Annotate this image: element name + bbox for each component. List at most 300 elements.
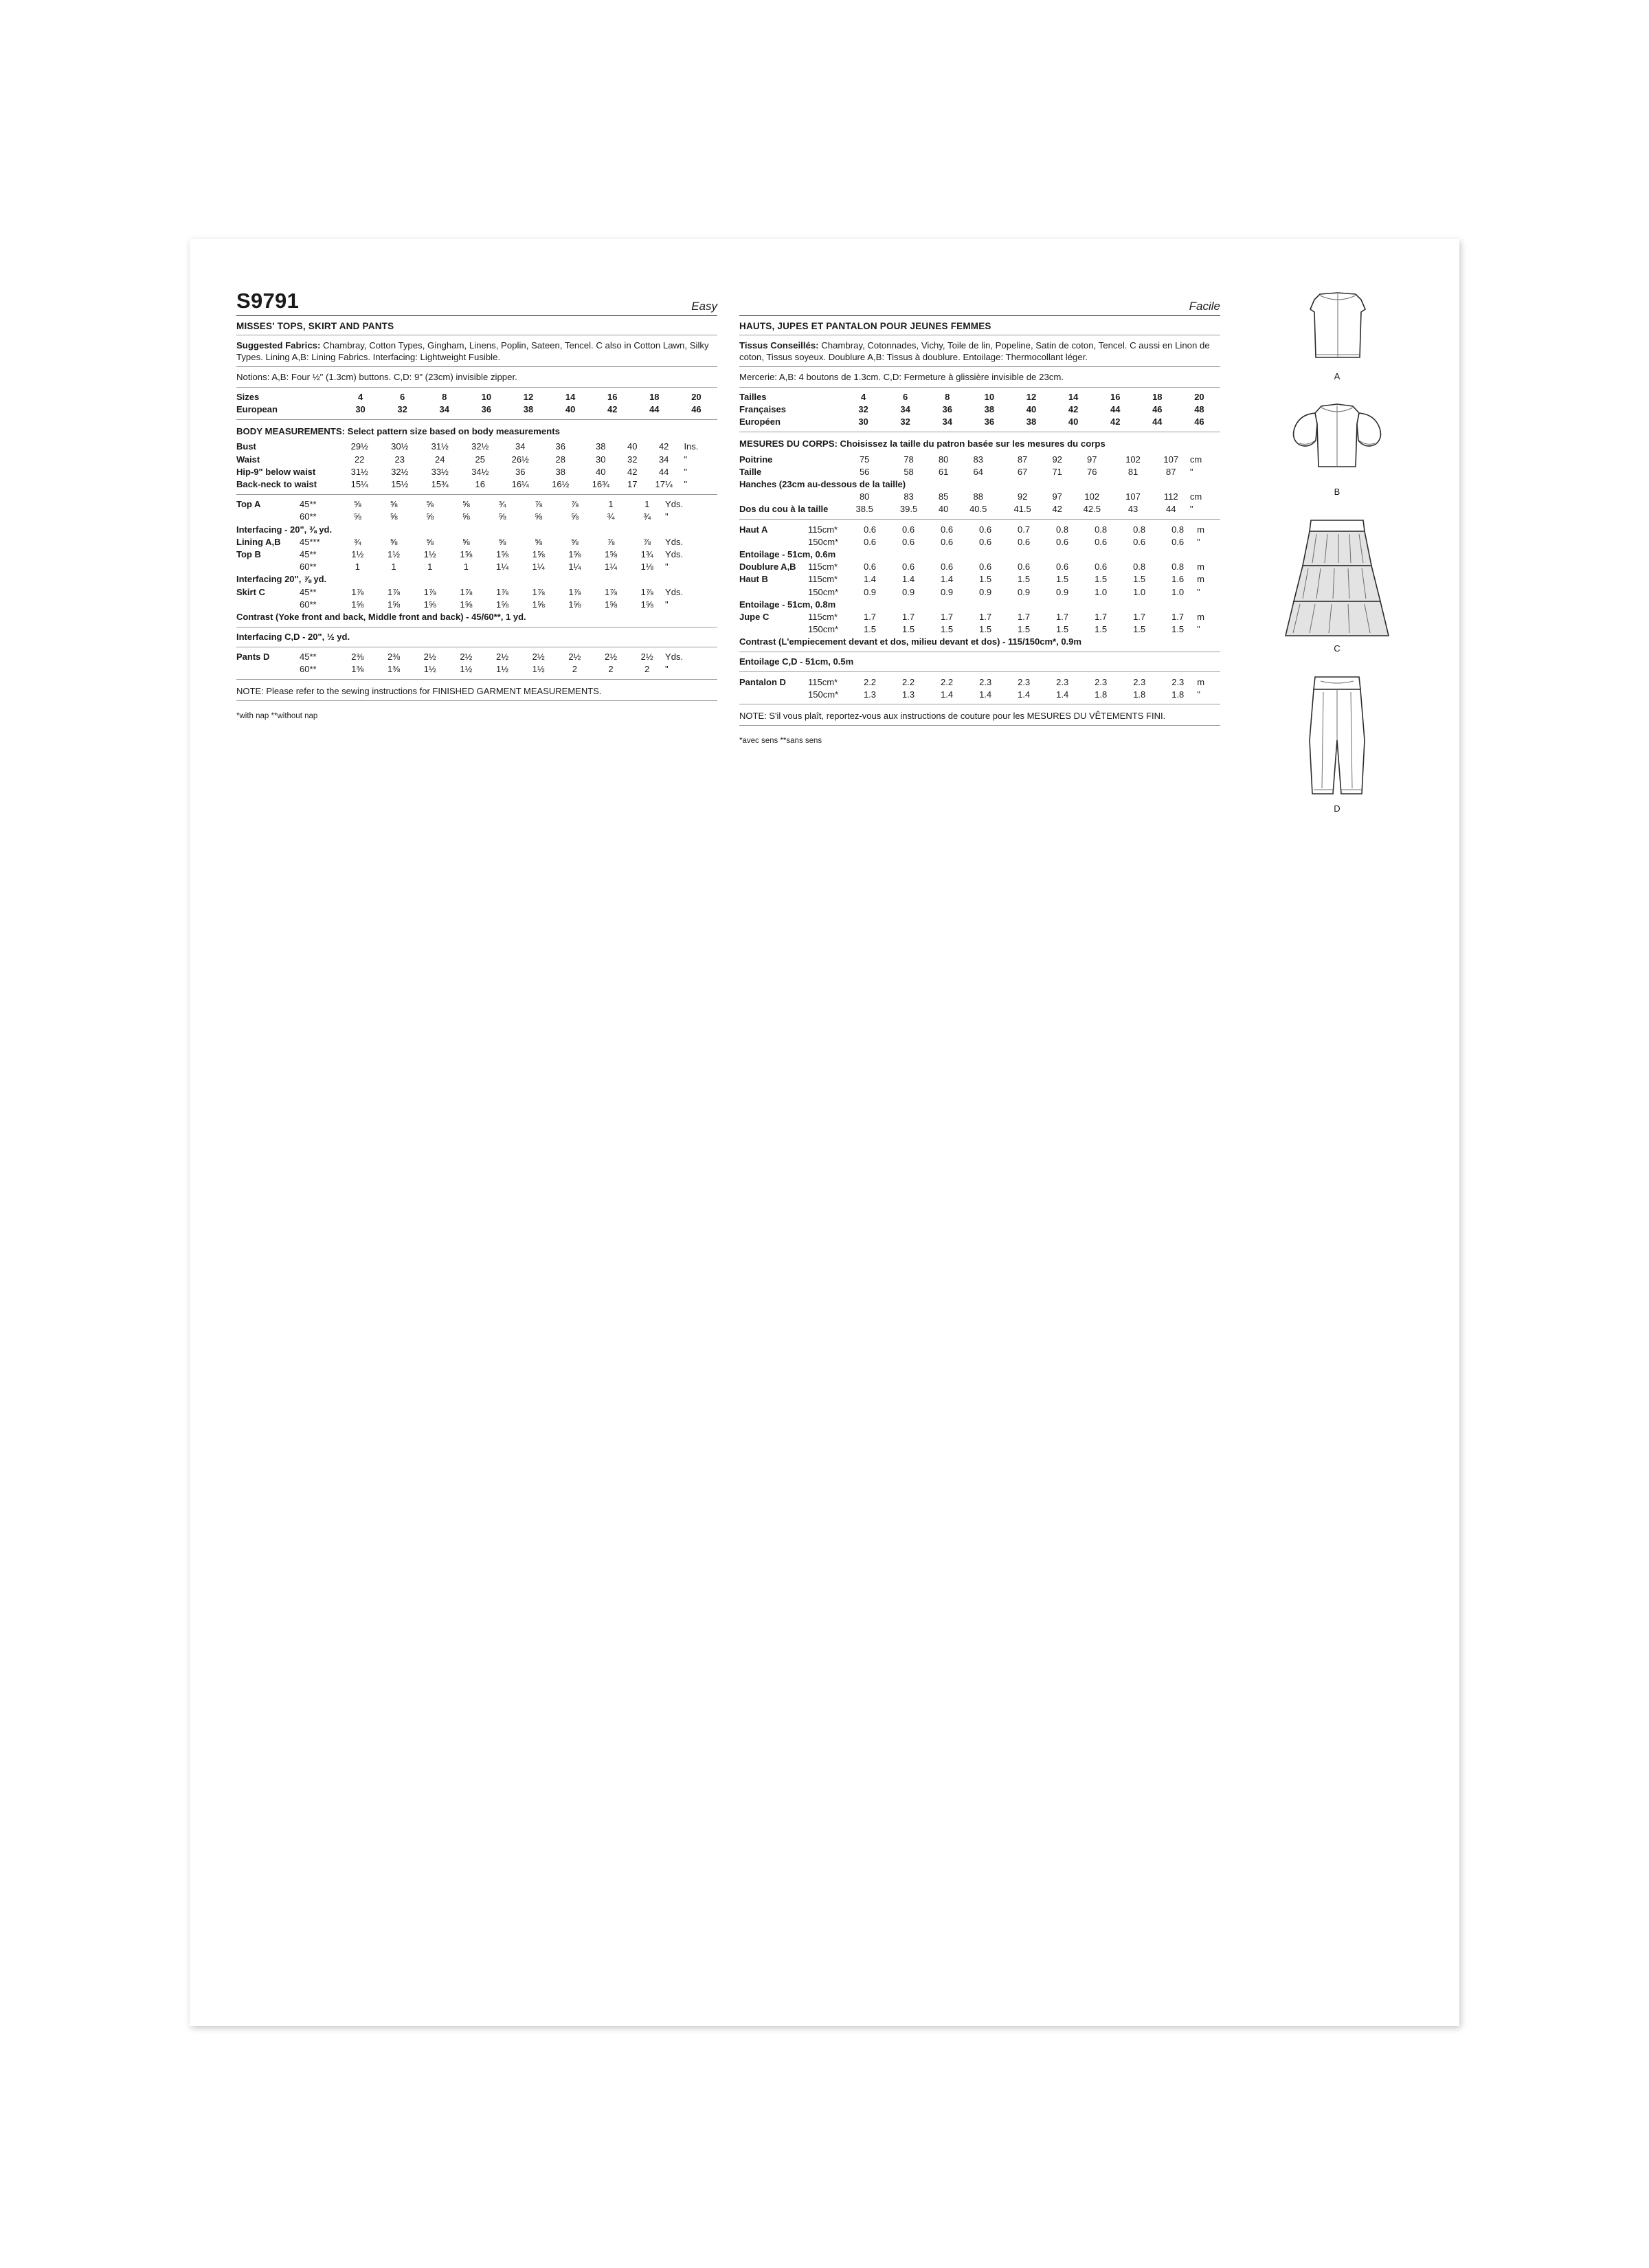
yardage-cell: 0.8 [1056,524,1069,535]
yardage-cell: 1½ [423,548,436,559]
row-label: Poitrine [739,454,773,465]
divider [236,679,717,680]
top-a-illustration [1248,289,1426,381]
measure-cell: 71 [1052,466,1062,477]
unit-cell: " [684,466,688,477]
table-row [739,573,1220,586]
yardage-table-fr-3 [739,676,1220,700]
unit-cell: Ins. [684,441,699,452]
yardage-cell: ⅝ [390,499,398,510]
fabric-width: 45** [300,586,317,597]
figure-label-d: D [1334,803,1340,814]
yardage-cell: 1⅝ [640,599,653,610]
table-row [739,491,1220,503]
measure-cell: 25 [475,454,485,465]
yardage-cell: 0.9 [979,586,992,597]
yardage-cell: 1.7 [941,611,954,622]
sizes-label-fr: Tailles [739,392,767,403]
yardage-cell: 1½ [387,548,401,559]
divider [236,494,717,495]
fabric-width: 150cm* [808,624,839,635]
yardage-cell: ⅝ [570,511,579,522]
yardage-cell: 1.4 [979,689,992,700]
unit-cell: " [1197,689,1200,700]
table-row [236,391,717,403]
yardage-cell: 1.8 [1095,689,1108,700]
garment-label: Top A [236,499,261,510]
yardage-cell: 1½ [351,548,364,559]
yardage-cell: 0.8 [1171,562,1185,572]
garment-label: Lining A,B [236,536,281,547]
yardage-cell: 1.5 [1095,624,1108,635]
yardage-cell: 1.4 [941,574,954,585]
measure-cell: 15¼ [350,479,368,490]
unit-cell: m [1197,524,1204,535]
yardage-cell: 1.4 [1056,689,1069,700]
yardage-cell: 2½ [568,652,581,663]
size-cell: 44 [1152,416,1163,427]
notions-fr: Mercerie: A,B: 4 boutons de 1.3cm. C,D: Fermeture à glissière invisible de 23cm. [739,372,1064,382]
yardage-cell: 1.7 [1018,611,1031,622]
measure-cell: 92 [1052,454,1062,465]
yardage-cell: 1⅝ [605,548,618,559]
top-b-illustration [1248,399,1426,497]
measure-cell: 31½ [431,441,449,452]
measure-cell: 81 [1128,466,1138,477]
yardage-cell: 1.5 [1018,574,1031,585]
measure-cell: 16¼ [511,479,529,490]
table-row [739,656,1220,668]
pants-d-drawing [1275,671,1399,802]
table-row [739,403,1220,416]
yardage-cell: 1.4 [901,574,915,585]
yardage-cell: 0.6 [1056,562,1069,572]
yardage-cell: 0.8 [1133,562,1146,572]
table-row [236,610,717,623]
table-row [739,453,1220,465]
table-row [739,610,1220,623]
yardage-cell: 1⅝ [568,599,581,610]
yardage-cell: 1.7 [1171,611,1185,622]
yardage-cell: 0.6 [1095,562,1108,572]
measure-cell: 87 [1166,466,1176,477]
table-row [739,523,1220,535]
unit-cell: " [1197,624,1200,635]
yardage-cell: ⅞ [570,499,579,510]
table-row [739,548,1220,560]
unit-cell: " [684,454,688,465]
yardage-cell: 2½ [495,652,509,663]
yardage-cell: 0.6 [941,524,954,535]
body-measurements-table-fr [739,453,1220,515]
yardage-cell: 0.9 [1056,586,1069,597]
garment-label: Pantalon D [739,676,786,687]
figure-label-b: B [1334,487,1340,497]
measure-cell: 102 [1125,454,1141,465]
measure-cell: 32½ [471,441,489,452]
yardage-cell: 0.8 [1095,524,1108,535]
yardage-cell: ⅝ [353,499,361,510]
size-cell: 40 [565,404,576,415]
europeen-label: Européen [739,416,781,427]
yardage-cell: 0.6 [863,536,877,547]
measure-cell: 32 [627,454,638,465]
size-cell: 16 [607,392,618,403]
yardage-cell: 1.5 [979,574,992,585]
yardage-cell: ¾ [353,536,361,547]
suggested-fabrics-fr [739,340,1220,363]
yardage-cell: 1.3 [863,689,877,700]
yardage-cell: 2.3 [1056,676,1069,687]
nap-footnote-fr: *avec sens **sans sens [739,737,822,746]
finished-measurements-note: NOTE: Please refer to the sewing instructions for FINISHED GARMENT MEASUREMENTS. [236,686,602,697]
divider [739,671,1220,672]
finished-measurements-note-fr: NOTE: S'il vous plaît, reportez-vous aux instructions de couture pour les MESURES DU VÊTEMENTS FINI. [739,711,1166,722]
yardage-cell: 1¼ [495,562,509,572]
unit-cell: m [1197,562,1204,572]
table-row [739,503,1220,515]
yardage-cell: 1.0 [1133,586,1146,597]
yardage-cell: 1.7 [1133,611,1146,622]
garment-label [739,688,808,700]
size-cell: 42 [607,404,618,415]
size-cell: 10 [481,392,492,403]
table-row [739,623,1220,636]
yardage-cell: 0.9 [863,586,877,597]
measure-cell: 28 [555,454,565,465]
yardage-cell: 1½ [423,664,436,675]
yardage-cell: ⅝ [498,511,506,522]
size-cell: 38 [1026,416,1037,427]
yardage-cell: 2½ [640,652,653,663]
size-cell: 4 [357,392,363,403]
size-cell: 42 [1068,404,1079,415]
yardage-cell: 2.3 [1133,676,1146,687]
difficulty-label-fr: Facile [1189,300,1220,313]
yardage-cell: 1.5 [941,624,954,635]
measure-cell: 80 [859,491,870,502]
measure-cell: 97 [1087,454,1097,465]
size-cell: 6 [400,392,405,403]
measure-cell: 44 [1166,504,1176,515]
measure-cell: 83 [973,454,983,465]
garment-label: Doublure A,B [739,562,796,572]
table-row [739,676,1220,688]
fabric-width: 115cm* [808,574,838,585]
unit-cell: m [1197,676,1205,687]
yardage-cell: ¾ [607,511,615,522]
measure-cell: 107 [1163,454,1179,465]
size-cell: 8 [442,392,447,403]
size-cell: 46 [1152,404,1163,415]
yardage-cell: 1.7 [1095,611,1108,622]
yardage-cell: 0.6 [901,536,915,547]
yardage-cell: 1⅝ [532,548,545,559]
yardage-cell: 1¼ [605,562,618,572]
yardage-cell: 1 [391,562,396,572]
yardage-cell: 1.6 [1171,574,1185,585]
measure-cell: 85 [938,491,949,502]
yardage-cell: 0.7 [1018,524,1031,535]
contrast-note: Contrast (Yoke front and back, Middle front and back) - 45/60**, 1 yd. [236,611,526,622]
fabric-width: 115cm* [808,611,838,622]
fabric-width: 150cm* [808,689,839,700]
fabric-width: 60** [300,599,317,610]
measure-cell: 30 [596,454,606,465]
garment-label: Skirt C [236,586,265,597]
suggested-fabrics-text-fr: Chambray, Cotonnades, Vichy, Toile de lin, Popeline, Satin de coton, Tencel. C aussi en Linon de coton, Tissus soyeux. Doublure A,B: Tissus à doublure. Entoilage: Thermocollant léger. [739,340,1210,362]
size-cell: 36 [942,404,952,415]
measure-cell: 67 [1017,466,1028,477]
size-cell: 4 [860,392,866,403]
table-row [236,663,717,676]
yardage-cell: 2.3 [1018,676,1031,687]
yardage-cell: 1⅝ [532,599,545,610]
measure-cell: 34 [515,441,526,452]
suggested-fabrics-label-fr: Tissus Conseillés: [739,340,819,351]
fabric-width: 60** [300,511,317,522]
yardage-cell: ⅝ [535,536,543,547]
measure-cell: 16¾ [592,479,609,490]
table-row [236,478,717,490]
size-cell: 32 [900,416,910,427]
fabric-width: 45*** [300,536,320,547]
garment-label: Pants D [236,652,270,663]
yardage-cell: 0.9 [941,586,954,597]
yardage-cell: 0.6 [901,524,915,535]
yardage-cell: 1.3 [902,689,915,700]
row-label: Waist [236,454,260,465]
measure-cell: 58 [904,466,914,477]
size-cell: 38 [984,404,995,415]
unit-cell: Yds. [665,548,684,559]
yardage-cell: 1.7 [979,611,992,622]
measure-cell: 76 [1087,466,1097,477]
body-measurements-table [236,441,717,491]
suggested-fabrics-text: Chambray, Cotton Types, Gingham, Linens, Poplin, Sateen, Tencel. C also in Cotton Lawn, Silky Types. Lining A,B: Lining Fabrics. Interfacing: Lightweight Fusible. [236,340,709,362]
unit-cell: cm [1189,491,1202,502]
garment-label [739,586,808,598]
size-cell: 14 [1068,392,1079,403]
suggested-fabrics [236,340,717,363]
sizes-label: Sizes [236,392,260,403]
line-drawings [1248,289,1426,814]
size-cell: 10 [984,392,995,403]
size-cell: 46 [691,404,702,415]
measure-cell: 24 [435,454,445,465]
size-cell: 48 [1194,404,1204,415]
size-cell: 18 [1152,392,1163,403]
garment-label: Haut B [739,574,768,585]
table-row [739,391,1220,403]
size-cell: 34 [942,416,952,427]
divider [739,725,1220,726]
unit-cell: Yds. [665,586,684,597]
measure-cell: 38 [596,441,606,452]
table-row [739,586,1220,598]
measure-cell: 64 [973,466,983,477]
unit-cell: " [1197,586,1200,597]
unit-cell: m [1197,574,1204,585]
unit-cell: " [665,511,669,522]
measure-cell: 42 [1052,504,1062,515]
yardage-cell: 0.6 [863,524,877,535]
size-cell: 20 [1194,392,1204,403]
measure-cell: 40 [596,466,606,477]
yardage-cell: 2⅜ [387,652,401,663]
yardage-cell: 0.8 [1133,524,1146,535]
yardage-cell: 2⅜ [351,652,364,663]
unit-cell: m [1197,611,1204,622]
skirt-c-drawing [1268,515,1406,642]
french-column [739,289,1220,745]
yardage-cell: ⅝ [426,499,434,510]
fabric-width: 45** [300,548,317,559]
pants-d-illustration [1248,671,1426,814]
measure-cell: 102 [1084,491,1100,502]
yardage-cell: 0.6 [1171,536,1185,547]
yardage-cell: 1½ [460,664,473,675]
yardage-cell: ¾ [498,499,506,510]
table-row [236,651,717,663]
body-measurements-heading-fr: MESURES DU CORPS: Choisissez la taille du patron basée sur les mesures du corps [739,438,1106,449]
contrast-note: Contrast (L'empiecement devant et dos, milieu devant et dos) - 115/150cm*, 0.9m [739,636,1081,647]
fabric-width: 60** [300,562,317,572]
fabric-width: 150cm* [808,586,839,597]
yardage-cell: 1⅝ [568,548,581,559]
yardage-cell: ⅝ [570,536,579,547]
measure-cell: 26½ [511,454,529,465]
size-cell: 44 [649,404,660,415]
garment-label: Top B [236,548,261,559]
pattern-envelope-back [190,239,1459,2026]
yardage-cell: 1⅜ [351,664,364,675]
yardage-cell: 1⅞ [640,586,653,597]
divider [236,419,717,420]
yardage-cell: 1¾ [640,548,653,559]
yardage-cell: 2.3 [979,676,992,687]
measure-cell: 39.5 [899,504,918,515]
measure-cell: 92 [1017,491,1028,502]
measure-cell: 44 [658,466,669,477]
yardage-cell: 0.6 [1018,536,1031,547]
size-cell: 40 [1026,404,1037,415]
yardage-cell: 1¼ [532,562,545,572]
measure-cell: 36 [515,466,526,477]
interfacing-note: Entoilage C,D - 51cm, 0.5m [739,656,854,667]
table-row [236,631,717,643]
yardage-cell: ⅞ [535,499,543,510]
yardage-cell: 0.6 [941,536,954,547]
yardage-cell: 1⅞ [351,586,364,597]
yardage-table-fr [739,523,1220,648]
yardage-table-3 [236,651,717,676]
size-table [236,391,717,416]
measure-cell: 17 [627,479,638,490]
yardage-cell: ⅝ [353,511,361,522]
measure-cell: 75 [859,454,870,465]
measure-cell: 87 [1017,454,1028,465]
pattern-code: S9791 [236,289,300,313]
measure-cell: 38 [555,466,565,477]
garment-label [236,511,300,523]
size-cell: 30 [355,404,366,415]
divider [236,387,717,388]
size-cell: 34 [900,404,910,415]
yardage-cell: 0.6 [1095,536,1108,547]
table-row [739,598,1220,610]
unit-cell: " [665,562,669,572]
yardage-table-fr-2 [739,656,1220,668]
yardage-cell: 1.5 [901,624,915,635]
interfacing-note: Entoilage - 51cm, 0.6m [739,548,836,559]
yardage-cell: 1.8 [1133,689,1146,700]
english-column [236,289,717,720]
size-cell: 12 [1026,392,1037,403]
size-cell: 16 [1110,392,1121,403]
yardage-cell: 1.0 [1095,586,1108,597]
measure-cell: 80 [938,454,949,465]
yardage-cell: 0.6 [941,562,954,572]
yardage-cell: 1¼ [568,562,581,572]
yardage-cell: ⅝ [462,499,470,510]
row-label: Back-neck to waist [236,479,317,490]
size-table-fr [739,391,1220,429]
table-row [236,498,717,511]
yardage-cell: ¾ [643,511,651,522]
unit-cell: Yds. [665,536,684,547]
size-cell: 38 [523,404,534,415]
yardage-cell: 1.4 [941,689,954,700]
size-cell: 14 [565,392,576,403]
row-label: Taille [739,466,762,477]
garment-label: Haut A [739,524,768,535]
yardage-cell: 0.6 [901,562,915,572]
measure-cell: 16½ [552,479,570,490]
fabric-width: 150cm* [808,536,839,547]
measure-cell: 97 [1052,491,1062,502]
yardage-cell: 1 [608,499,614,510]
yardage-cell: 1 [427,562,433,572]
measure-cell: 42 [627,466,638,477]
yardage-cell: 1.7 [1056,611,1069,622]
row-label: Hanches (23cm au-dessous de la taille) [739,479,906,490]
yardage-cell: 1.5 [1095,574,1108,585]
size-cell: 30 [858,416,868,427]
measure-cell: 38.5 [855,504,873,515]
measure-cell: 15¾ [431,479,449,490]
measure-cell: 42 [658,441,669,452]
yardage-cell: 0.6 [863,562,877,572]
table-row [236,511,717,523]
table-row [739,561,1220,573]
yardage-cell: 1.5 [1056,624,1069,635]
measure-cell: 15½ [391,479,409,490]
yardage-cell: 1.5 [1133,624,1146,635]
garment-label [236,561,300,573]
yardage-cell: 0.6 [1133,536,1146,547]
yardage-cell: 2.3 [1095,676,1108,687]
table-row [739,535,1220,548]
measure-cell: 32½ [391,466,409,477]
table-row [236,535,717,548]
fabric-width: 115cm* [808,676,838,687]
table-row [236,548,717,560]
measure-cell: 56 [859,466,870,477]
row-label: Bust [236,441,256,452]
yardage-cell: 1 [463,562,469,572]
yardage-cell: 2½ [605,652,618,663]
